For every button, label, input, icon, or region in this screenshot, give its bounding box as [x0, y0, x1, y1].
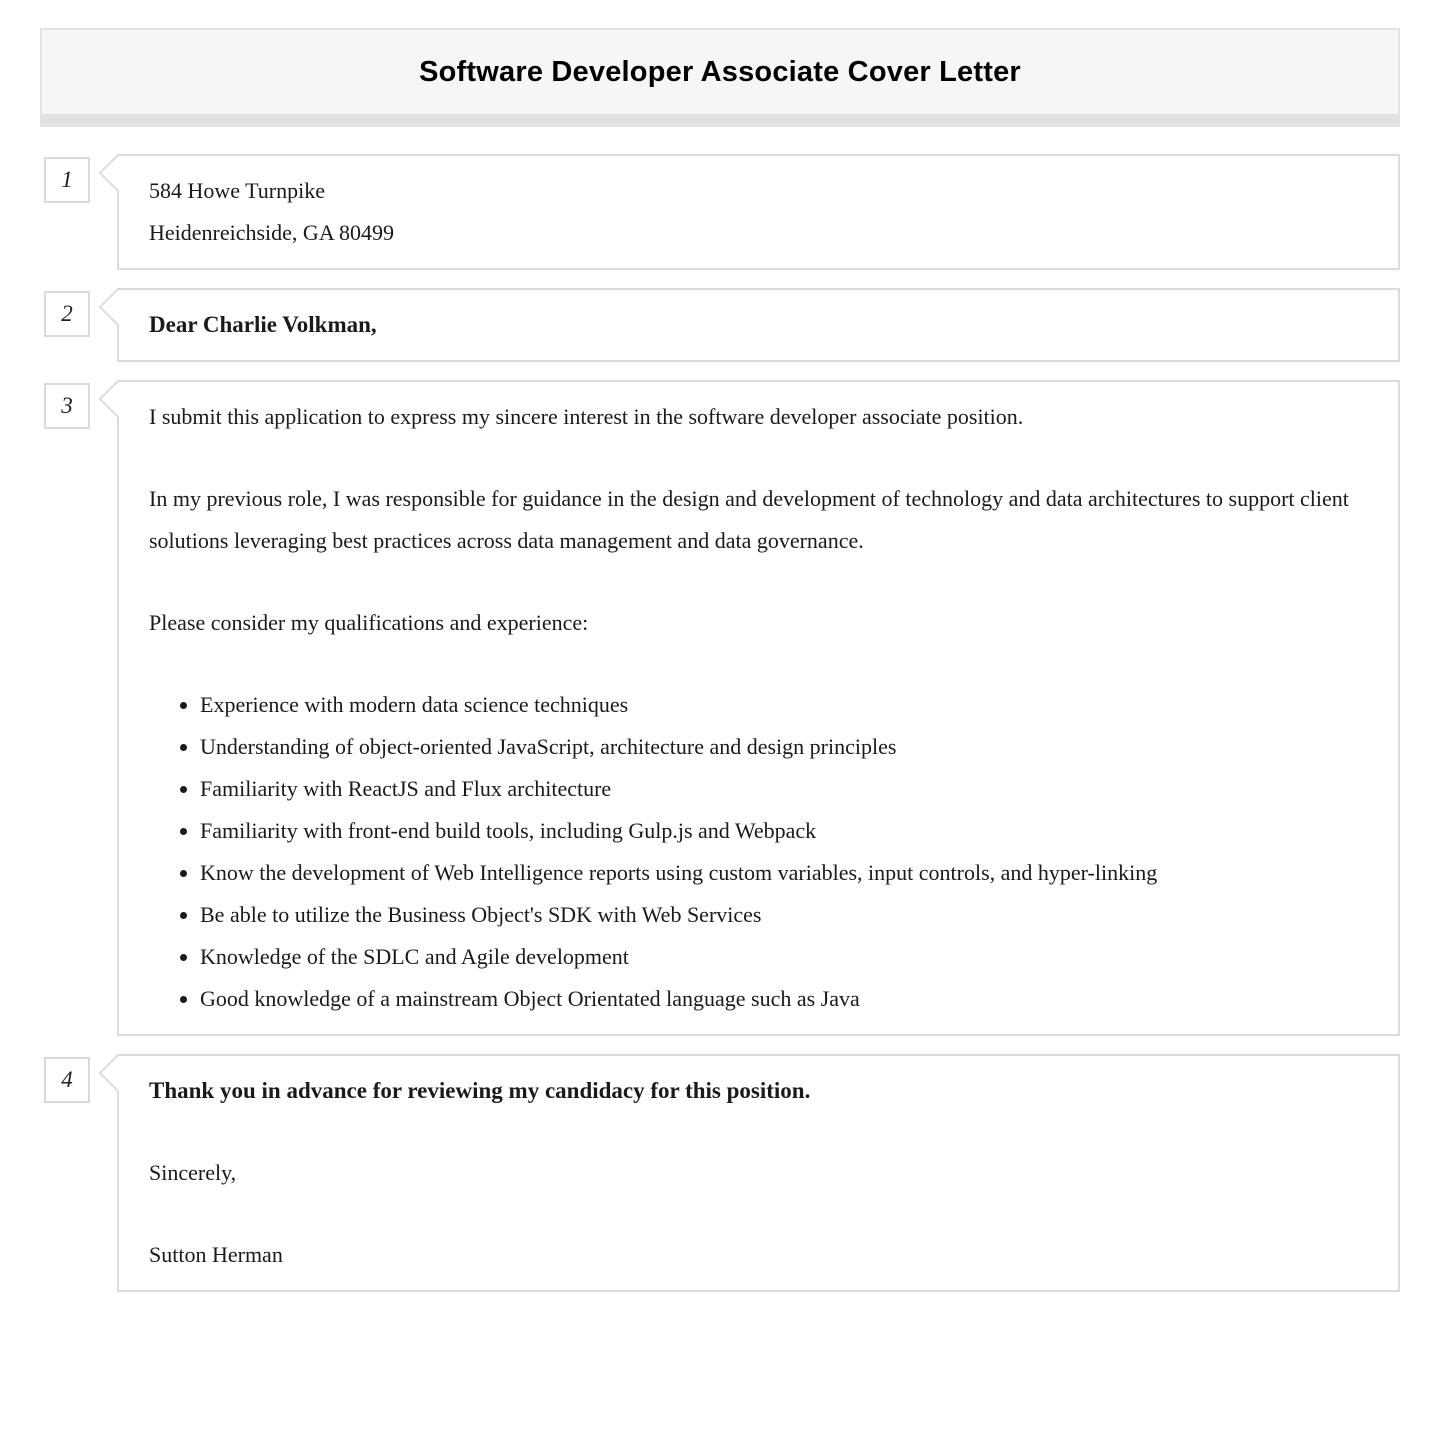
step-number: 1: [61, 167, 73, 192]
qualification-item: • Understanding of object-oriented JavaScript, architecture and design principles: [200, 726, 1368, 768]
qualification-item: • Experience with modern data science techniques: [200, 684, 1368, 726]
signature-name: Sutton Herman: [149, 1242, 283, 1267]
step-badge-2: [44, 291, 90, 337]
step-badge-4: [44, 1057, 90, 1103]
step-number: 3: [61, 393, 73, 418]
page: [0, 28, 1440, 1439]
callout-pointer-icon: [99, 381, 136, 418]
qualification-item: • Be able to utilize the Business Object's SDK with Web Services: [200, 894, 1368, 936]
callout-pointer-icon: [99, 1055, 136, 1092]
address-line-city: Heidenreichside, GA 80499: [149, 220, 394, 245]
intro-paragraph: I submit this application to express my sincere interest in the software developer associate position.: [149, 404, 1024, 429]
document-header: [40, 28, 1400, 114]
step-number: 4: [61, 1067, 73, 1092]
closing-box: [117, 1054, 1400, 1292]
address-line-street: 584 Howe Turnpike: [149, 178, 326, 203]
header-shadow-bar: [40, 114, 1400, 127]
qualifications-list: [149, 684, 1368, 1020]
qualification-item: • Know the development of Web Intelligence reports using custom variables, input controls, and hyper-linking: [200, 852, 1368, 894]
callout-pointer-icon: [99, 155, 136, 192]
step-badge-3: [44, 383, 90, 429]
qualifications-lead-paragraph: Please consider my qualifications and experience:: [149, 610, 589, 635]
section-letter-content: [61, 380, 1400, 1036]
page-title: Software Developer Associate Cover Letter: [419, 55, 1021, 88]
step-number: 2: [61, 301, 73, 326]
previous-role-paragraph: In my previous role, I was responsible for guidance in the design and development of technology and data architectures to support client solutions leveraging best practices across data management and data governance.: [149, 486, 1349, 553]
section-closing: [61, 1054, 1400, 1292]
valediction: Sincerely,: [149, 1160, 237, 1185]
section-greeting: [61, 288, 1400, 362]
thanks-paragraph: Thank you in advance for reviewing my candidacy for this position.: [149, 1078, 811, 1103]
greeting-text: Dear Charlie Volkman,: [149, 312, 377, 337]
letter-content-box: [117, 380, 1400, 1036]
section-sender-address: [61, 154, 1400, 270]
qualification-item: • Knowledge of the SDLC and Agile development: [200, 936, 1368, 978]
qualification-item: • Familiarity with ReactJS and Flux architecture: [200, 768, 1368, 810]
step-badge-1: [44, 157, 90, 203]
qualification-item: • Familiarity with front-end build tools, including Gulp.js and Webpack: [200, 810, 1368, 852]
letter-body: [0, 154, 1440, 1292]
qualification-item: • Good knowledge of a mainstream Object Orientated language such as Java: [200, 978, 1368, 1020]
callout-pointer-icon: [99, 289, 136, 326]
greeting-box: [117, 288, 1400, 362]
sender-address-box: [117, 154, 1400, 270]
